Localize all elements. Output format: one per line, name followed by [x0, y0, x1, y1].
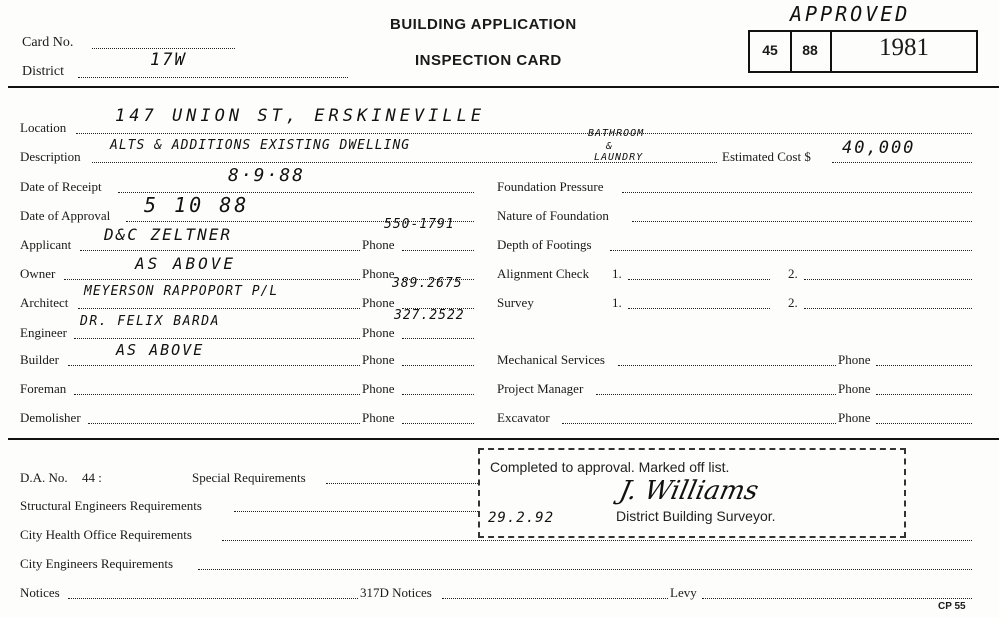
engineer-line	[74, 338, 360, 339]
location-value: 147 UNION ST, ERSKINEVILLE	[115, 106, 486, 126]
completion-stamp	[478, 448, 906, 538]
city-health-line	[222, 540, 972, 541]
foundation-pressure-label: Foundation Pressure	[497, 179, 604, 194]
engineer-phone-value: 327.2522	[394, 308, 465, 323]
ref-part-2: 88	[802, 42, 818, 58]
ref-part-1: 45	[762, 42, 778, 58]
builder-line	[68, 365, 360, 366]
depth-footings-label: Depth of Footings	[497, 237, 592, 252]
levy-line	[702, 598, 972, 599]
applicant-value: D&C ZELTNER	[104, 225, 232, 244]
date-receipt-label: Date of Receipt	[20, 179, 102, 194]
notices-label: Notices	[20, 585, 60, 600]
architect-phone-label: Phone	[362, 295, 395, 310]
approved-handwriting: APPROVED	[790, 2, 911, 26]
card-no-line	[92, 48, 235, 49]
owner-label: Owner	[20, 266, 56, 281]
engineer-label: Engineer	[20, 325, 67, 340]
engineer-value: DR. FELIX BARDA	[80, 314, 220, 329]
builder-value: AS ABOVE	[116, 341, 205, 359]
foreman-label: Foreman	[20, 381, 67, 396]
demolisher-phone-line	[402, 423, 474, 424]
da-label: D.A. No.	[20, 470, 68, 485]
title-line-2: INSPECTION CARD	[415, 52, 562, 69]
structural-engineers-label: Structural Engineers Requirements	[20, 498, 202, 513]
foreman-phone-line	[402, 394, 474, 395]
mechanical-phone-line	[876, 365, 972, 366]
location-label: Location	[20, 120, 67, 135]
owner-value: AS ABOVE	[135, 254, 237, 273]
stamp-signature: J. Williams	[616, 476, 762, 506]
description-note-2: &	[606, 141, 615, 152]
da-value: 44 :	[82, 470, 102, 485]
architect-label: Architect	[20, 295, 69, 310]
stamp-date: 29.2.92	[488, 510, 555, 526]
city-engineers-label: City Engineers Requirements	[20, 556, 174, 571]
builder-label: Builder	[20, 352, 59, 367]
header-rule	[8, 86, 999, 88]
applicant-line	[80, 250, 360, 251]
city-health-label: City Health Office Requirements	[20, 527, 192, 542]
owner-phone-label: Phone	[362, 266, 395, 281]
survey-label: Survey	[497, 295, 534, 310]
date-approval-value: 5 10 88	[144, 193, 250, 217]
survey-line-2	[804, 308, 972, 309]
demolisher-label: Demolisher	[20, 410, 81, 425]
location-line	[76, 133, 972, 134]
alignment-line-2	[804, 279, 972, 280]
district-value: 17W	[150, 50, 187, 70]
structural-engineers-line	[234, 511, 478, 512]
nature-foundation-line	[632, 221, 972, 222]
architect-phone-value: 389.2675	[392, 276, 463, 291]
applicant-phone-line	[402, 250, 474, 251]
project-manager-phone-line	[876, 394, 972, 395]
mechanical-services-line	[618, 365, 836, 366]
builder-phone-line	[402, 365, 474, 366]
foreman-line	[74, 394, 360, 395]
alignment-line-1	[628, 279, 770, 280]
date-receipt-value: 8·9·88	[228, 165, 306, 186]
demolisher-phone-label: Phone	[362, 410, 395, 425]
alignment-num-1: 1.	[612, 266, 622, 281]
description-note-1: BATHROOM	[588, 128, 645, 139]
notices-317d-label: 317D Notices	[360, 585, 432, 600]
excavator-label: Excavator	[497, 410, 550, 425]
card-no-label: Card No.	[22, 35, 74, 50]
stamp-title: District Building Surveyor.	[616, 508, 776, 524]
applicant-phone-label: Phone	[362, 237, 395, 252]
stamp-line-1: Completed to approval. Marked off list.	[490, 459, 730, 475]
form-code: CP 55	[938, 601, 966, 612]
city-engineers-line	[198, 569, 972, 570]
demolisher-line	[88, 423, 360, 424]
ref-number: 1981	[879, 34, 929, 61]
foundation-pressure-line	[622, 192, 972, 193]
notices-line	[68, 598, 358, 599]
engineer-phone-label: Phone	[362, 325, 395, 340]
description-note-3: LAUNDRY	[594, 152, 644, 163]
levy-label: Levy	[670, 585, 697, 600]
alignment-num-2: 2.	[788, 266, 798, 281]
description-value: ALTS & ADDITIONS EXISTING DWELLING	[110, 138, 411, 153]
title-line-1: BUILDING APPLICATION	[390, 16, 577, 33]
survey-num-2: 2.	[788, 295, 798, 310]
architect-value: MEYERSON RAPPOPORT P/L	[84, 284, 279, 299]
date-approval-label: Date of Approval	[20, 208, 111, 223]
estimated-cost-label: Estimated Cost $	[722, 149, 811, 164]
estimated-cost-value: 40,000	[842, 138, 916, 158]
excavator-phone-line	[876, 423, 972, 424]
builder-phone-label: Phone	[362, 352, 395, 367]
foreman-phone-label: Phone	[362, 381, 395, 396]
estimated-cost-line	[832, 162, 972, 163]
reference-box	[748, 30, 978, 73]
survey-line-1	[628, 308, 770, 309]
excavator-line	[562, 423, 836, 424]
description-label: Description	[20, 149, 81, 164]
owner-line	[64, 279, 360, 280]
applicant-label: Applicant	[20, 237, 72, 252]
nature-foundation-label: Nature of Foundation	[497, 208, 609, 223]
mechanical-phone-label: Phone	[838, 352, 871, 367]
district-line	[78, 77, 348, 78]
architect-line	[78, 308, 360, 309]
special-requirements-line	[326, 483, 478, 484]
middle-rule	[8, 438, 999, 440]
project-manager-line	[596, 394, 836, 395]
project-manager-phone-label: Phone	[838, 381, 871, 396]
engineer-phone-line	[402, 338, 474, 339]
mechanical-services-label: Mechanical Services	[497, 352, 605, 367]
special-requirements-label: Special Requirements	[192, 470, 306, 485]
alignment-check-label: Alignment Check	[497, 266, 590, 281]
depth-footings-line	[610, 250, 972, 251]
notices-317d-line	[442, 598, 668, 599]
project-manager-label: Project Manager	[497, 381, 584, 396]
excavator-phone-label: Phone	[838, 410, 871, 425]
applicant-phone-value: 550-1791	[384, 217, 455, 232]
district-label: District	[22, 64, 64, 79]
survey-num-1: 1.	[612, 295, 622, 310]
